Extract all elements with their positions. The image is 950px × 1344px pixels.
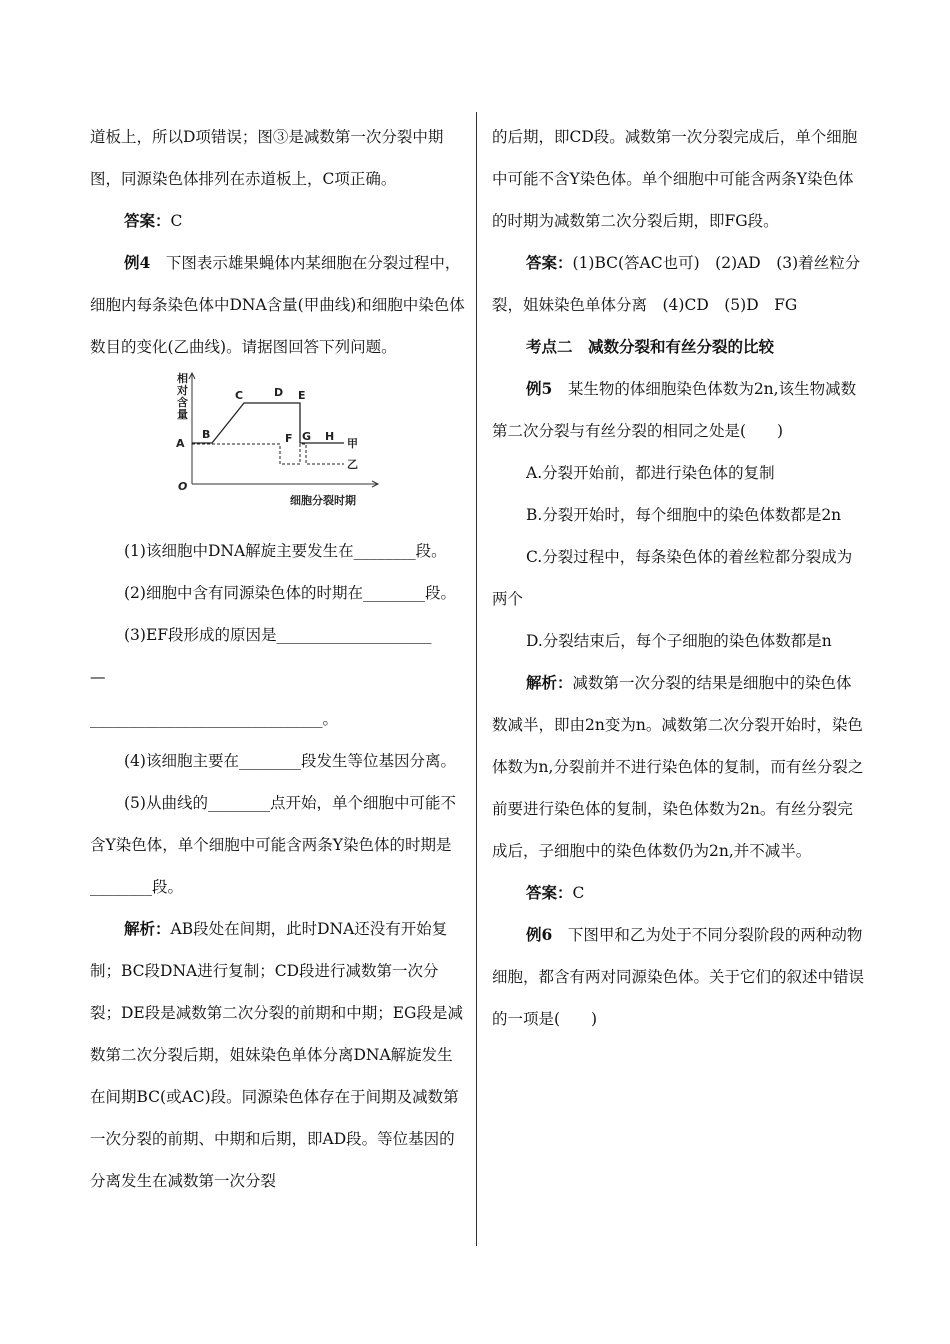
answer-3 (492, 872, 864, 914)
ylabel-char: 量 (177, 408, 188, 421)
curve-yi (192, 444, 344, 464)
analysis-text: AB段处在间期，此时DNA还没有开始复制；BC段DNA进行复制；CD段进行减数第一次分裂；DE段是减数第二次分裂的前期和中期；EG段是减数第二次分裂后期，姐妹染色单体分离DNA解旋发生在间期BC(或AC)段。同源染色体存在于间期及减数第一次分裂的前期、中期和后期，即AD段。等位基因的分离发生在减数第一次分裂 (90, 920, 463, 1190)
analysis-label: 解析： (526, 673, 573, 692)
analysis-1 (90, 908, 466, 1202)
column-divider (476, 112, 477, 1246)
question-1: (1)该细胞中DNA解旋主要发生在________段。 (124, 542, 447, 560)
continuation-text: 道板上，所以D项错误；图③是减数第一次分裂中期图，同源染色体排列在赤道板上，C项正确。 (90, 128, 444, 188)
point-label-f: F (285, 432, 293, 445)
example-5-label: 例5 (526, 379, 553, 398)
option-d: D.分裂结束后，每个子细胞的染色体数都是n (526, 632, 832, 650)
question-3: (3)EF段形成的原因是____________________ (124, 626, 432, 644)
option-c-continued: 两个 (492, 590, 524, 608)
curve-label-yi: 乙 (347, 458, 358, 471)
question-5: (5)从曲线的________点开始，单个细胞中可能不含Y染色体，单个细胞中可能含两条Y染色体的时期是________段。 (90, 794, 456, 896)
left-column (90, 116, 466, 1202)
answer-label: 答案： (124, 211, 171, 230)
analysis-text: 减数第一次分裂的结果是细胞中的染色体数减半，即由2n变为n。减数第二次分裂开始时，染色体数为n,分裂前并不进行染色体的复制，而有丝分裂之前要进行染色体的复制，染色体数为2n。有丝分裂完成后，子细胞中的染色体数仍为2n,并不减半。 (492, 674, 864, 860)
point-label-c: C (235, 389, 244, 402)
answer-label: 答案： (526, 883, 573, 902)
point-label-b: B (202, 428, 211, 441)
point-label-a: A (176, 437, 185, 450)
option-a: A.分裂开始前，都进行染色体的复制 (526, 464, 775, 482)
origin-label: O (178, 480, 188, 493)
continuation-text: 的后期，即CD段。减数第一次分裂完成后，单个细胞中可能不含Y染色体。单个细胞中可能含两条Y染色体的时期为减数第二次分裂后期，即FG段。 (492, 128, 858, 230)
curve-jia (192, 403, 344, 443)
curve-label-jia: 甲 (347, 437, 358, 450)
option-b: B.分裂开始时，每个细胞中的染色体数都是2n (526, 506, 842, 524)
analysis-2 (492, 662, 864, 872)
answer-value: C (572, 884, 585, 902)
question-3-dash: — (90, 668, 106, 686)
answer-value: C (170, 212, 183, 230)
dna-chromosome-figure (90, 370, 466, 528)
option-c: C.分裂过程中，每条染色体的着丝粒都分裂成为 (526, 548, 853, 566)
example-5-text: 某生物的体细胞染色体数为2n,该生物减数第二次分裂与有丝分裂的相同之处是( ) (492, 380, 857, 440)
example-6-text: 下图甲和乙为处于不同分裂阶段的两种动物细胞，都含有两对同源染色体。关于它们的叙述中错误的一项是( ) (492, 926, 865, 1028)
analysis-label: 解析： (124, 919, 171, 938)
answer-value: (1)BC(答AC也可) (2)AD (3)着丝粒分裂，姐妹染色单体分离 (4)CD (5)D FG (492, 254, 861, 314)
ylabel-char: 对 (177, 384, 188, 397)
answer-2 (492, 242, 864, 326)
ylabel-char: 含 (177, 396, 188, 409)
answer-1 (90, 200, 466, 242)
ylabel-char: 相 (177, 372, 188, 385)
point-label-h: H (325, 430, 335, 443)
answer-label: 答案： (526, 253, 573, 272)
question-4: (4)该细胞主要在________段发生等位基因分离。 (124, 752, 456, 770)
example-6 (492, 914, 864, 1040)
x-axis-label: 细胞分裂时期 (290, 494, 356, 507)
example-4-text: 下图表示雄果蝇体内某细胞在分裂过程中，细胞内每条染色体中DNA含量(甲曲线)和细胞中染色体数目的变化(乙曲线)。请据图回答下列问题。 (90, 254, 465, 356)
point-label-e: E (298, 389, 306, 402)
example-5 (492, 368, 864, 452)
point-label-g: G (302, 430, 312, 443)
curve-chart (172, 370, 382, 528)
right-column (492, 116, 864, 1040)
question-3-blank: ______________________________。 (90, 710, 339, 728)
point-label-d: D (274, 386, 284, 399)
question-2: (2)细胞中含有同源染色体的时期在________段。 (124, 584, 456, 602)
example-4-label: 例4 (124, 253, 151, 272)
example-6-label: 例6 (526, 925, 553, 944)
section-heading: 考点二 减数分裂和有丝分裂的比较 (526, 337, 775, 356)
example-4 (90, 242, 466, 368)
